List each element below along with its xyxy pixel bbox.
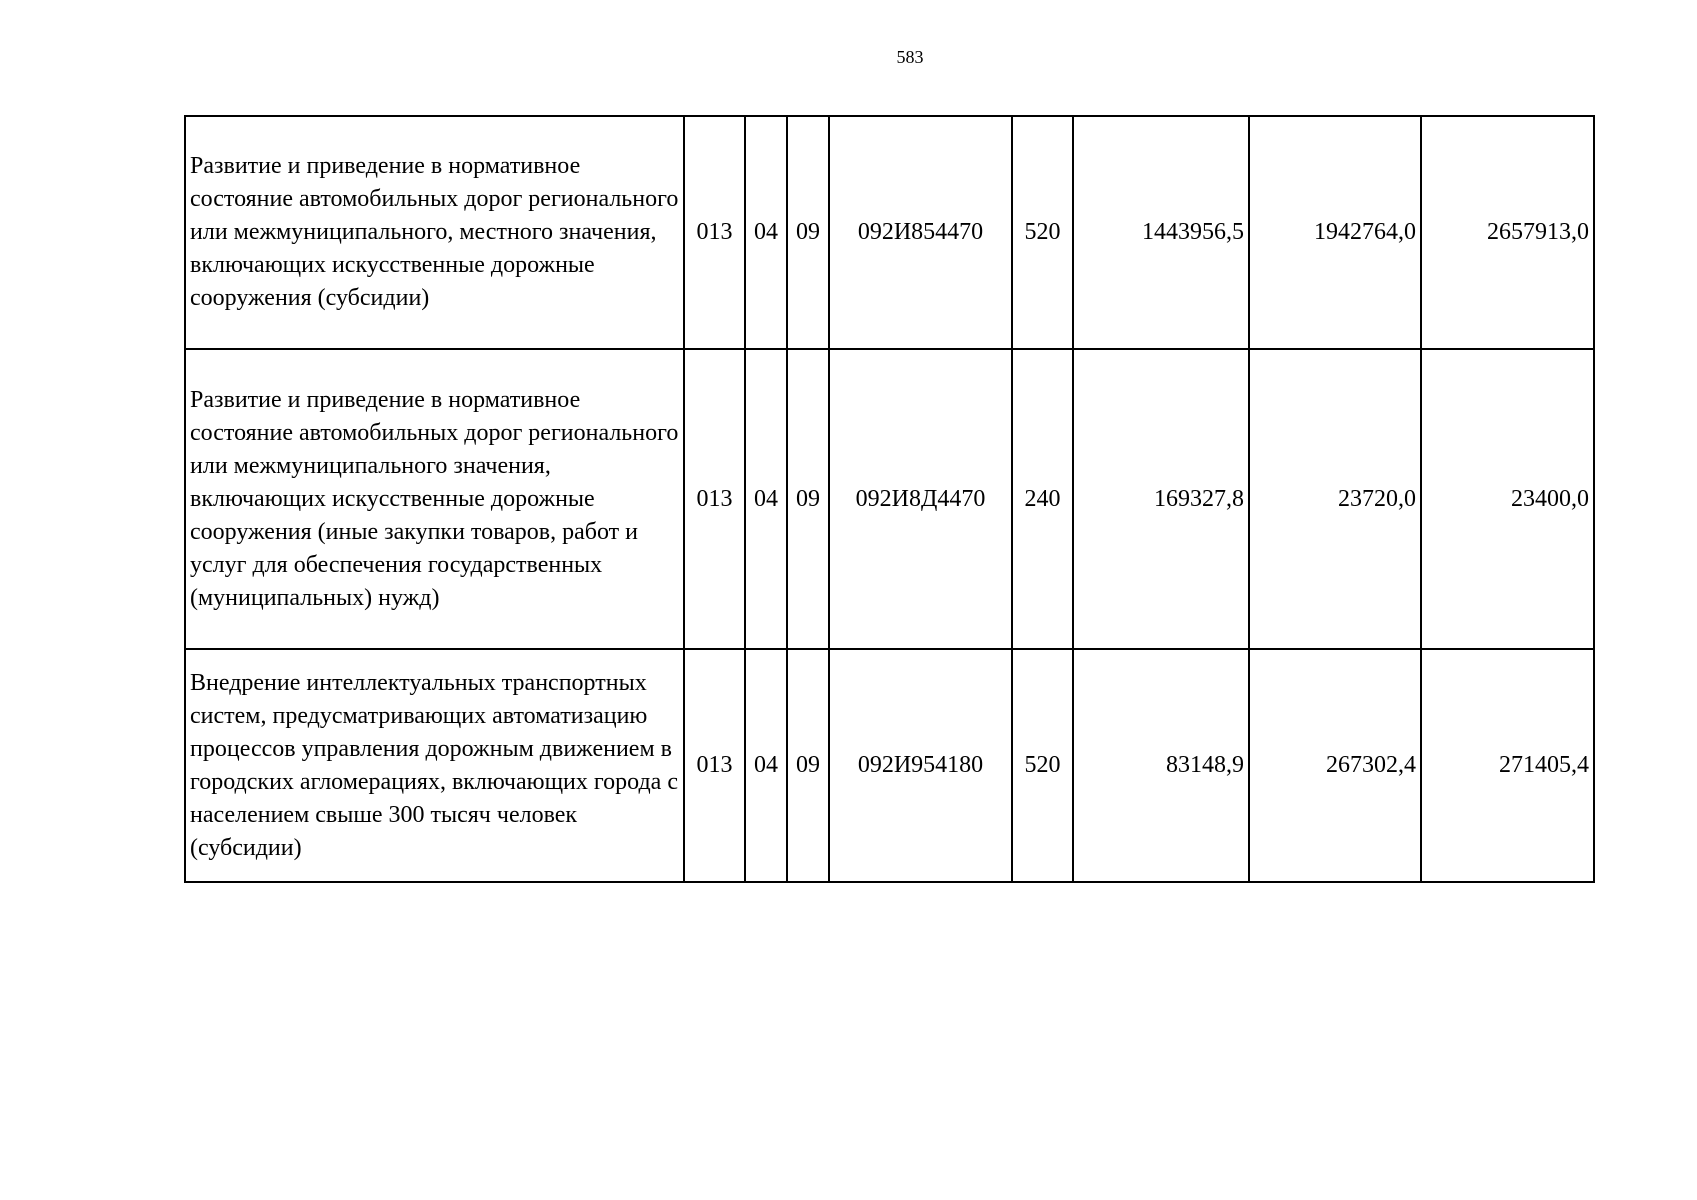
- row-name-cell: Внедрение интеллектуальных транспортных систем, предусматривающих автоматизацию процессов управления дорожным движением в городских агломерациях, включающих города с населением свыше 300 тысяч человек (субсидии): [185, 649, 684, 882]
- subsection-code-cell: 09: [787, 649, 829, 882]
- expense-type-cell: 520: [1012, 116, 1073, 349]
- budget-table: [184, 115, 1595, 883]
- table-row: [185, 649, 1594, 882]
- table-row: [185, 349, 1594, 649]
- sum-year1-cell: 83148,9: [1073, 649, 1249, 882]
- subsection-code-cell: 09: [787, 349, 829, 649]
- sum-year2-cell: 1942764,0: [1249, 116, 1421, 349]
- ministry-code-cell: 013: [684, 116, 745, 349]
- sum-year3-cell: 2657913,0: [1421, 116, 1594, 349]
- section-code-cell: 04: [745, 116, 787, 349]
- expense-type-cell: 520: [1012, 649, 1073, 882]
- ministry-code-cell: 013: [684, 649, 745, 882]
- subsection-code-cell: 09: [787, 116, 829, 349]
- row-name-cell: Развитие и приведение в нормативное состояние автомобильных дорог регионального или межмуниципального значения, включающих искусственные дорожные сооружения (иные закупки товаров, работ и услуг для обеспечения государственных (муниципальных) нужд): [185, 349, 684, 649]
- expense-type-cell: 240: [1012, 349, 1073, 649]
- section-code-cell: 04: [745, 649, 787, 882]
- page-number: 583: [896, 47, 924, 67]
- sum-year1-cell: 1443956,5: [1073, 116, 1249, 349]
- target-article-cell: 092И954180: [829, 649, 1012, 882]
- target-article-cell: 092И8Д4470: [829, 349, 1012, 649]
- sum-year3-cell: 23400,0: [1421, 349, 1594, 649]
- sum-year2-cell: 23720,0: [1249, 349, 1421, 649]
- sum-year3-cell: 271405,4: [1421, 649, 1594, 882]
- row-name-cell: Развитие и приведение в нормативное состояние автомобильных дорог регионального или межмуниципального, местного значения, включающих искусственные дорожные сооружения (субсидии): [185, 116, 684, 349]
- sum-year1-cell: 169327,8: [1073, 349, 1249, 649]
- section-code-cell: 04: [745, 349, 787, 649]
- ministry-code-cell: 013: [684, 349, 745, 649]
- table-row: [185, 116, 1594, 349]
- target-article-cell: 092И854470: [829, 116, 1012, 349]
- sum-year2-cell: 267302,4: [1249, 649, 1421, 882]
